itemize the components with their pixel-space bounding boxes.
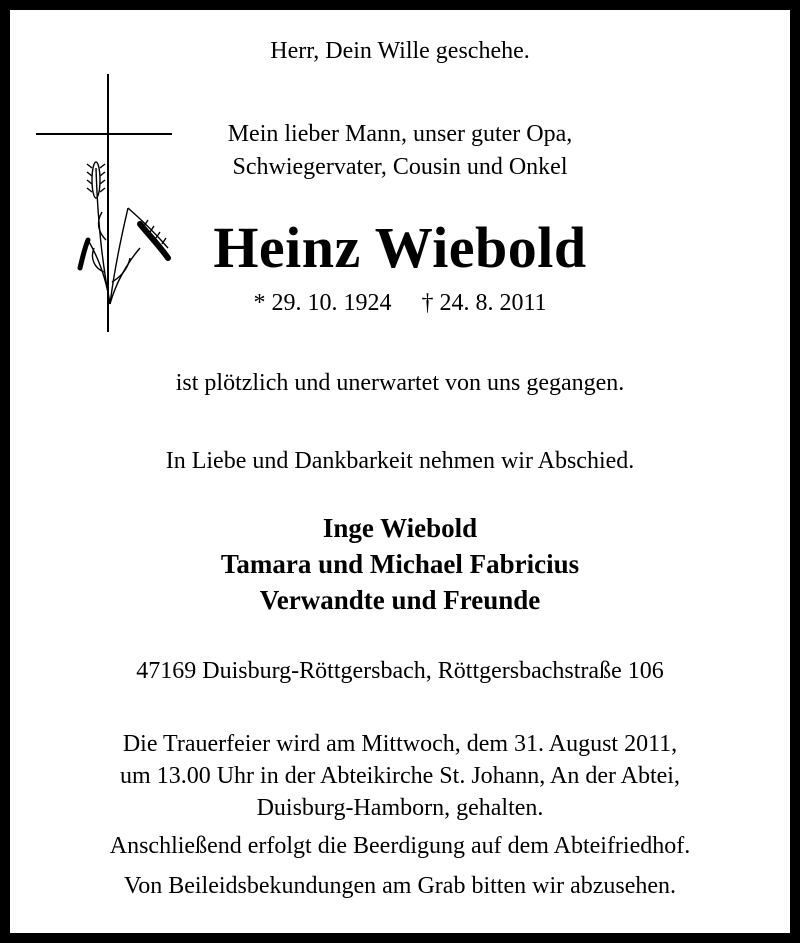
intro-text — [10, 118, 790, 184]
life-dates — [10, 290, 790, 318]
ceremony-line: um 13.00 Uhr in der Abteikirche St. Johann, An der Abtei, — [120, 763, 680, 789]
mourner-name: Verwandte und Freunde — [259, 585, 541, 615]
mourners-list — [10, 510, 790, 618]
ceremony-info — [10, 728, 790, 824]
intro-line: Mein lieber Mann, unser guter Opa, — [227, 121, 573, 147]
intro-line: Schwiegervater, Cousin und Onkel — [232, 154, 568, 180]
opening-line: Herr, Dein Wille geschehe. — [270, 38, 530, 64]
mourner-name: Inge Wiebold — [322, 513, 478, 543]
ceremony-line: Duisburg-Hamborn, gehalten. — [256, 795, 544, 821]
passing-line: ist plötzlich und unerwartet von uns gegangen. — [175, 370, 625, 396]
deceased-name: Heinz Wiebold — [213, 215, 587, 280]
condolence-line: Von Beileidsbekundungen am Grab bitten wir abzusehen. — [123, 873, 677, 899]
mourner-name: Tamara und Michael Fabricius — [220, 549, 580, 579]
death-date: † 24. 8. 2011 — [421, 290, 547, 316]
birth-date: * 29. 10. 1924 — [253, 290, 392, 316]
address: 47169 Duisburg-Röttgersbach, Röttgersbachstraße 106 — [136, 658, 664, 684]
burial-line: Anschließend erfolgt die Beerdigung auf dem Abteifriedhof. — [109, 833, 691, 859]
ceremony-line: Die Trauerfeier wird am Mittwoch, dem 31. August 2011, — [122, 731, 678, 757]
farewell-line: In Liebe und Dankbarkeit nehmen wir Abschied. — [165, 448, 635, 474]
